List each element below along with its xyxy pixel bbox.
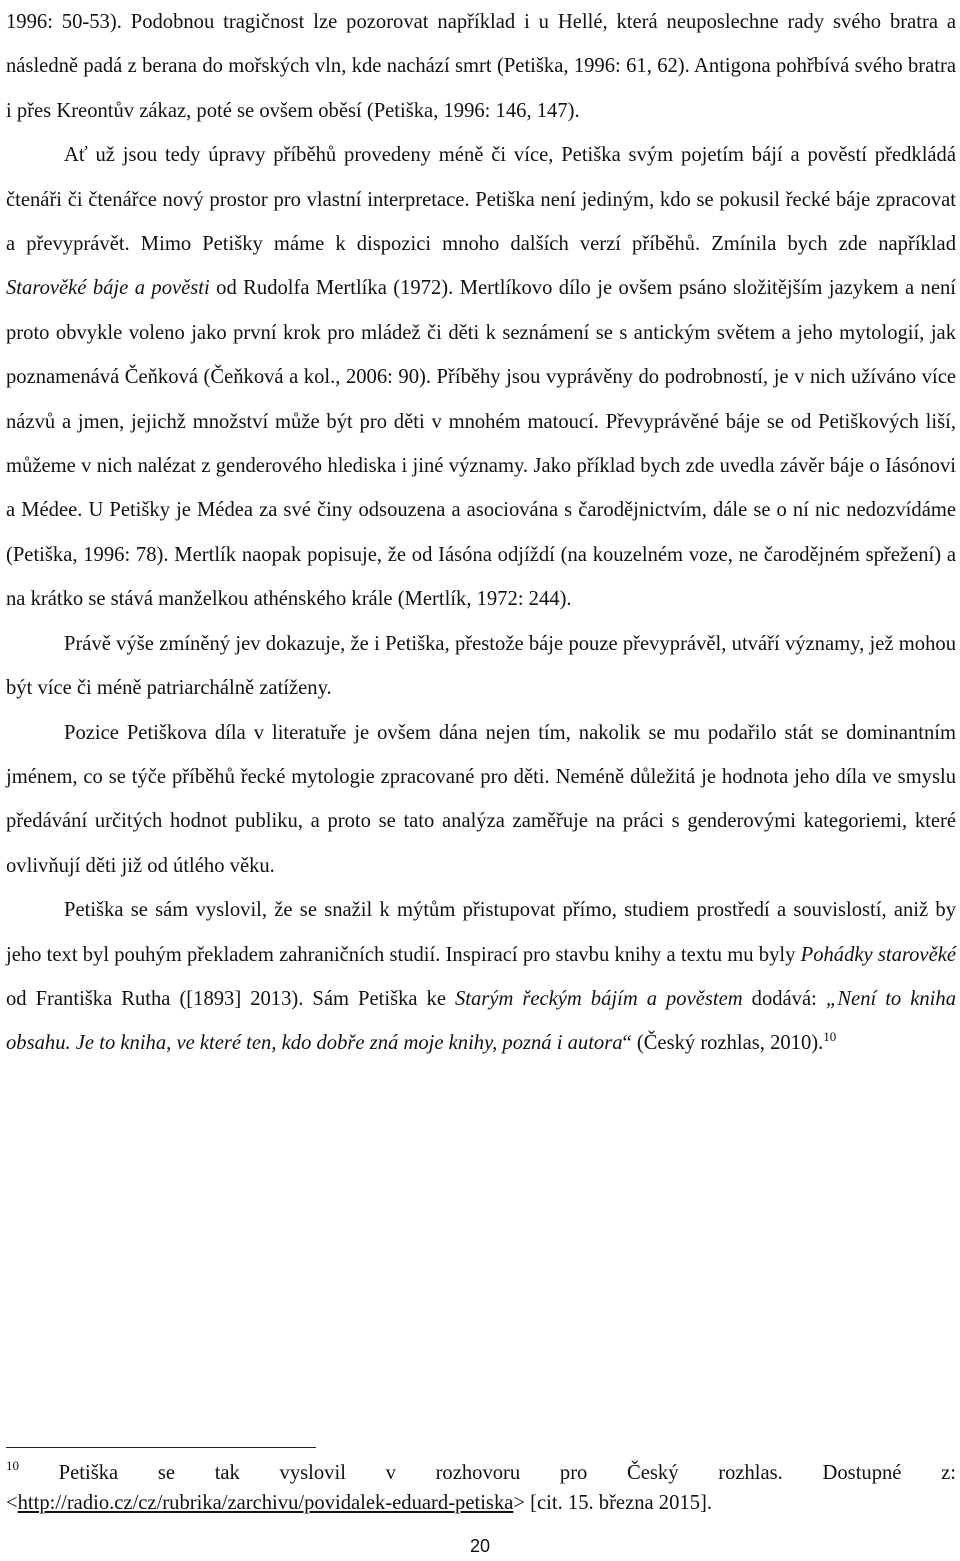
footnote-text-after: > [cit. 15. března 2015]. bbox=[513, 1492, 712, 1514]
italic-text: „Není to kniha obsahu. Je to kniha, ve které ten, kdo dobře zná moje knihy, pozná i autora bbox=[6, 987, 956, 1055]
italic-text: Starým řeckým bájím a pověstem bbox=[454, 987, 743, 1010]
footnote-reference: 10 bbox=[823, 1029, 837, 1045]
text-segment: “ (Český rozhlas, 2010). bbox=[622, 1032, 824, 1055]
text-segment: Ať už jsou tedy úpravy příběhů provedeny méně či více, Petiška svým pojetím bájí a pověstí předkládá čtenáři či čtenářce nový prostor pro vlastní interpretace. Petiška není jediným, kdo se pokusil řecké báje zpracovat a převyprávět. Mimo Petišky máme k dispozici mnoho dalších verzí příběhů. Zmínila bych zde například bbox=[6, 144, 956, 256]
text-segment: Právě výše zmíněný jev dokazuje, že i Petiška, přestože báje pouze převyprávěl, utváří významy, jež mohou být více či méně patriarchálně zatíženy. bbox=[6, 632, 956, 700]
text-segment: dodává: bbox=[742, 987, 826, 1010]
paragraph bbox=[6, 133, 956, 621]
paragraph bbox=[6, 711, 956, 889]
paragraph bbox=[6, 888, 956, 1066]
page-number: 20 bbox=[469, 1536, 491, 1556]
footnote bbox=[6, 1458, 956, 1518]
text-segment: 1996: 50-53). Podobnou tragičnost lze pozorovat například i u Hellé, která neuposlechne rady svého bratra a následně padá z berana do mořských vln, kde nachází smrt (Petiška, 1996: 61, 62). Antigona pohřbívá svého bratra i přes Kreontův zákaz, poté se ovšem oběsí (Petiška, 1996: 146, 147). bbox=[6, 11, 956, 122]
text-segment: Petiška se sám vyslovil, že se snažil k mýtům přistupovat přímo, studiem prostředí a souvislostí, aniž by jeho text byl pouhým překladem zahraničních studií. Inspirací pro stavbu knihy a textu mu byly bbox=[6, 899, 956, 966]
text-segment: od Františka Rutha ([1893] 2013). Sám Petiška ke bbox=[6, 987, 455, 1010]
paragraph bbox=[6, 622, 956, 711]
italic-text: Starověké báje a pověsti bbox=[6, 277, 210, 300]
text-segment: Pozice Petiškova díla v literatuře je ovšem dána nejen tím, nakolik se mu podařilo stát se dominantním jménem, co se týče příběhů řecké mytologie zpracované pro děti. Neméně důležitá je hodnota jeho díla ve smyslu předávání určitých hodnot publiku, a proto se tato analýza zaměřuje na práci s genderovými kategoriemi, které ovlivňují děti již od útlého věku. bbox=[6, 721, 956, 877]
paragraph bbox=[6, 0, 956, 133]
body-text bbox=[6, 0, 956, 1066]
footnote-link[interactable]: http://radio.cz/cz/rubrika/zarchivu/povidalek-eduard-petiska bbox=[17, 1492, 514, 1514]
footnote-text-before: Petiška se tak vyslovil v rozhovoru pro Český rozhlas. Dostupné z: < bbox=[6, 1462, 956, 1514]
footnote-separator bbox=[6, 1447, 316, 1448]
text-segment: od Rudolfa Mertlíka (1972). Mertlíkovo dílo je ovšem psáno složitějším jazykem a není proto obvykle voleno jako první krok pro mládež či děti k seznámení se s antickým světem a jeho mytologií, jak poznamenává Čeňková (Čeňková a kol., 2006: 90). Příběhy jsou vyprávěny do podrobností, je v nich užíváno více názvů a jmen, jejichž množství může být pro děti v mnohém matoucí. Převyprávěné báje se od Petiškových liší, můžeme v nich nalézat z genderového hlediska i jiné významy. Jako příklad bych zde uvedla závěr báje o Iásónovi a Médee. U Petišky je Médea za své činy odsouzena a asociována s čarodějnictvím, dále se o ní nic nedozvídáme (Petiška, 1996: 78). Mertlík naopak popisuje, že od Iásóna odjíždí (na kouzelném voze, ne čarodějném spřežení) a na krátko se stává manželkou athénského krále (Mertlík, 1972: 244). bbox=[6, 277, 956, 611]
italic-text: Pohádky starověké bbox=[800, 943, 956, 966]
footnote-number: 10 bbox=[6, 1458, 19, 1473]
